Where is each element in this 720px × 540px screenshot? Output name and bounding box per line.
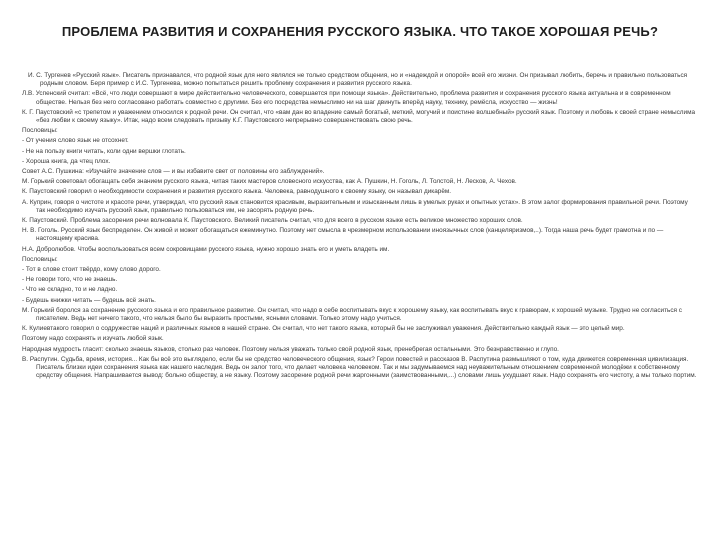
text-body <box>22 72 698 383</box>
proverb-item: - Что не складно, то и не ладно. <box>22 286 118 294</box>
paragraph-paustovsky-2: К. Паустовский говорил о необходимости сохранения и развития русского языка. Человека, равнодушного к своему языку, он называл дикарём. <box>22 188 452 196</box>
proverbs-heading: Пословицы: <box>22 127 58 135</box>
paragraph-kuliev: К. Кулиевтакого говорил о содружестве наций и различных языков в нашей стране. Он считал, что нет такого языка, который бы не заслуживал уважения. Действительно каждый язык — это целый мир. <box>22 325 625 333</box>
proverb-item: - Тот в слове стоит твёрдо, кому слово дорого. <box>22 266 161 274</box>
paragraph-folk-wisdom: Народная мудрость гласит: сколько знаешь языков, столько раз человек. Поэтому нельзя уважать только свой родной язык, пренебрегая остальными. Это безнравственно и глупо. <box>22 345 559 353</box>
proverb-item: - Не на пользу книги читать, коли одни вершки глотать. <box>22 147 186 155</box>
page-title: ПРОБЛЕМА РАЗВИТИЯ И СОХРАНЕНИЯ РУССКОГО ЯЗЫКА. ЧТО ТАКОЕ ХОРОШАЯ РЕЧЬ? <box>61 24 659 39</box>
proverbs-heading: Пословицы: <box>22 255 58 263</box>
paragraph-rasputin: В. Распутин. Судьба, время, история... Как бы всё это выглядело, если бы не средство человеческого общения, язык? Герои повестей и рассказов В. Распутина размышляют о том, куда движется современная цивилизация. Писатель близки идеи сохранения языка как нашего наследия. Ведь он залог того, что делает человека человеком. Так и мы задумываемся над неуважительным отношением современной молодёжи к собственному средству общения. Напрашивается вывод: больно обществу, а не языку. Поэтому засорение родной речи жаргонными (заимствованными,...) словами лишь ухудшает язык. Надо сохранять его чистоту, а мы только портим. <box>22 355 697 380</box>
paragraph-conclusion: Поэтому надо сохранять и изучать любой язык. <box>22 335 164 343</box>
proverb-item: - Не говори того, что не знаешь. <box>22 276 118 284</box>
paragraph-gorky-2: М. Горький боролся за сохранение русского языка и его правильное развитие. Он считал, что надо в себе воспитывать вкус к хорошему языку, как воспитывать вкус к гравюрам, к хорошей музыке. Трудно не согласиться с писателем. Ведь нет ничего такого, что нельзя было бы выразить простыми, ясными словами. Только этому надо учиться. <box>22 306 682 323</box>
proverb-item: - Хороша книга, да чтец плох. <box>22 157 111 165</box>
paragraph-dobrolyubov: Н.А. Добролюбов. Чтобы воспользоваться всем сокровищами русского языка, нужно хорошо знать его и уметь владеть им. <box>22 245 390 253</box>
proverb-item: - Будешь книжки читать — будешь всё знать. <box>22 296 156 304</box>
paragraph-pushkin: Совет А.С. Пушкина: «Изучайте значение слов — и вы избавите свет от половины его заблуждений». <box>22 168 325 176</box>
paragraph-uspensky: Л.В. Успенский считал: «Всё, что люди совершают в мире действительно человеческого, совершается при помощи языка». Действительно, проблема развития и сохранения русского языка актуальна и в современном обществе. Нельзя без него согласовано работать совместно с другими. Без его посредства немыслимо ни на шаг двинуть вперёд науку, технику, ремёсла, искусство — жизнь! <box>22 90 671 106</box>
paragraph-paustovsky-3: К. Паустовский. Проблема засорения речи волновала К. Паустовского. Великий писатель считал, что для всего в русском языке есть великое множество хороших слов. <box>22 217 523 225</box>
paragraph-turgenev: И. С. Тургенев «Русский язык». Писатель признавался, что родной язык для него являлся не только средством общения, но и «надеждой и опорой» всей его жизни. Он призывал любить, беречь и правильно пользоваться родным словом. Беря пример с И.С. Тургенева, можно попытаться решить проблему сохранения и развития русского языка. <box>28 72 688 88</box>
paragraph-gorky: М. Горький советовал обогащать себя знанием русского языка, читая таких мастеров словесного искусства, как А. Пушкин, Н. Гоголь, Л. Толстой, Н. Лесков, А. Чехов. <box>22 178 517 186</box>
paragraph-paustovsky: К. Г. Паустовский «с трепетом и уважением относился к родной речи. Он считал, что «вам дан во владение самый богатый, меткий, могучий и поистине волшебный» русский язык. Поэтому и любовь к своей стране немыслима «без любви к своему языку». Итак, надо всем следовать призыву К.Г. Паустовского непрерывно совершенствовать свою речь. <box>22 108 696 125</box>
paragraph-kuprin: А. Куприн, говоря о чистоте и красоте речи, утверждал, что русский язык становится красивым, выразительным и изысканным лишь в умелых руках и опытных устах». В этом залог формирования правильной речи. Поэтому так необходимо изучать русский язык, правильно пользоваться им, не засорять родную речь. <box>22 198 688 214</box>
proverb-item: - От учения слово язык не отсохнет. <box>22 137 129 145</box>
paragraph-gogol: Н. В. Гоголь. Русский язык беспределен. Он живой и может обогащаться ежеминутно. Поэтому нет смысла в чрезмерном использовании иноязычных слов (канцеляризмов,..). Тогда наша речь будет грамотна и по — настоящему красива. <box>22 227 664 243</box>
